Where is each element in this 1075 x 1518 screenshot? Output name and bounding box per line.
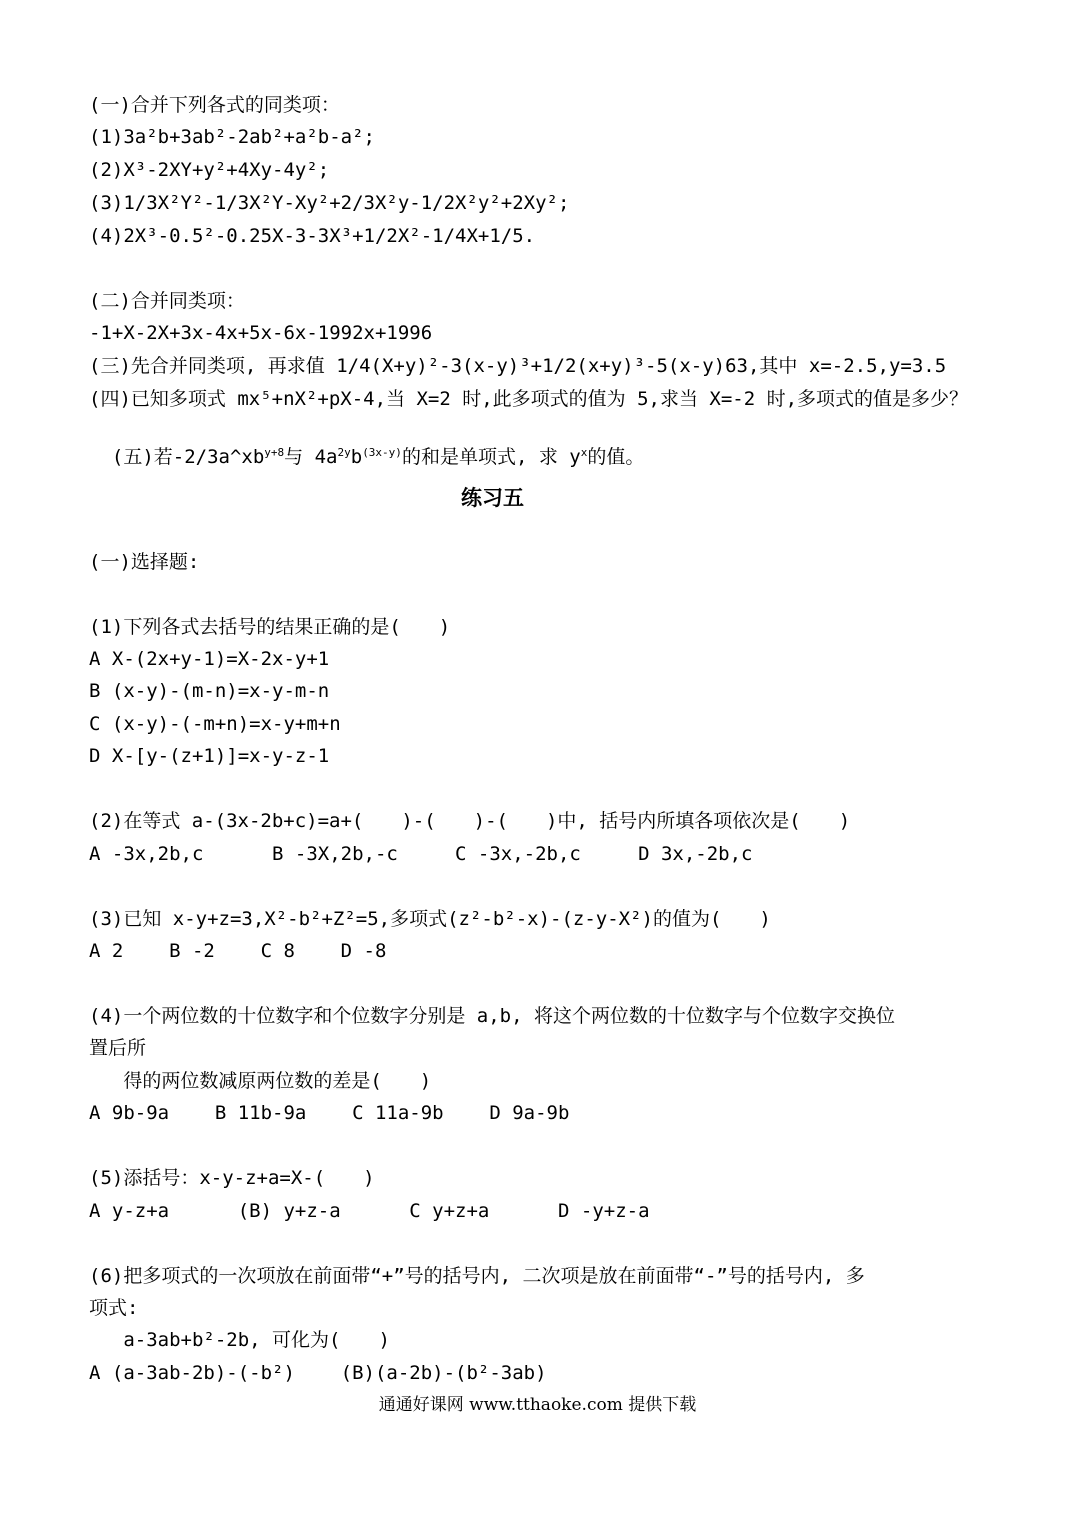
q2-stem: (2)在等式 a-(3x-2b+c)=a+( )-( )-( )中, 括号内所填各项依次是( ) [89, 810, 851, 832]
q3-stem: (3)已知 x-y+z=3,X²-b²+Z²=5,多项式(z²-b²-x)-(z-y-X²)的值为( ) [89, 908, 771, 930]
choice-heading: (一)选择题: [89, 551, 200, 573]
part1-q1: (1)3a²b+3ab²-2ab²+a²b-a²; [89, 126, 375, 148]
q1-stem: (1)下列各式去括号的结果正确的是( ) [89, 616, 451, 638]
q4-stem-cont: 置后所 [89, 1037, 147, 1059]
part3-question: (三)先合并同类项, 再求值 1/4(X+y)²-3(x-y)³+1/2(x+y)³-5(x-y)63,其中 x=-2.5,y=3.5 [89, 355, 947, 377]
q1-option-d: D X-[y-(z+1)]=x-y-z-1 [89, 745, 330, 767]
q1-option-c: C (x-y)-(-m+n)=x-y+m+n [89, 713, 341, 735]
q4-stem-cont2: 得的两位数减原两位数的差是( ) [89, 1070, 432, 1092]
part1-heading: (一)合并下列各式的同类项： [89, 94, 340, 116]
q6-stem: (6)把多项式的一次项放在前面带“+”号的括号内, 二次项是放在前面带“-”号的括号内, 多 [89, 1265, 865, 1287]
part1-q4: (4)2X³-0.5²-0.25X-3-3X³+1/2X²-1/4X+1/5. [89, 225, 536, 247]
part5-question: (五)若$-2/3a\^{}xb^{y+8}$与 $4a^{2y}b^{(3x-y)}$的和是单项式, 求 $y^x$的值。 [111, 446, 645, 468]
section-title: 练习五 [461, 486, 524, 510]
part4-question: (四)已知多项式 mx⁵+nX²+pX-4,当 X=2 时,此多项式的值为 5,求当 X=-2 时,多项式的值是多少？ [89, 388, 969, 410]
part1-q2: (2)X³-2XY+y²+4Xy-4y²; [89, 159, 330, 181]
q5-stem: (5)添括号：x-y-z+a=X-( ) [89, 1167, 375, 1189]
q1-option-a: A X-(2x+y-1)=X-2x-y+1 [89, 648, 330, 670]
part1-q3: (3)1/3X²Y²-1/3X²Y-Xy²+2/3X²y-1/2X²y²+2Xy²; [89, 192, 570, 214]
q4-stem: (4)一个两位数的十位数字和个位数字分别是 a,b, 将这个两位数的十位数字与个位数字交换位 [89, 1005, 895, 1027]
q3-options: A 2 B -2 C 8 D -8 [89, 940, 387, 962]
part2-expr: -1+X-2X+3x-4x+5x-6x-1992x+1996 [89, 322, 433, 344]
q6-options: A (a-3ab-2b)-(-b²) (B)(a-2b)-(b²-3ab) [89, 1362, 547, 1384]
q4-options: A 9b-9a B 11b-9a C 11a-9b D 9a-9b [89, 1102, 570, 1124]
q6-stem-cont2: a-3ab+b²-2b, 可化为( ) [89, 1329, 390, 1351]
q5-options: A y-z+a (B) y+z-a C y+z+a D -y+z-a [89, 1200, 650, 1222]
part2-heading: (二)合并同类项： [89, 290, 245, 312]
q1-option-b: B (x-y)-(m-n)=x-y-m-n [89, 680, 330, 702]
q6-stem-cont: 项式: [89, 1297, 139, 1319]
footer-credit: 通通好课网 www.tthaoke.com 提供下载 [378, 1395, 697, 1415]
q2-options: A -3x,2b,c B -3X,2b,-c C -3x,-2b,c D 3x,-2b,c [89, 843, 753, 865]
